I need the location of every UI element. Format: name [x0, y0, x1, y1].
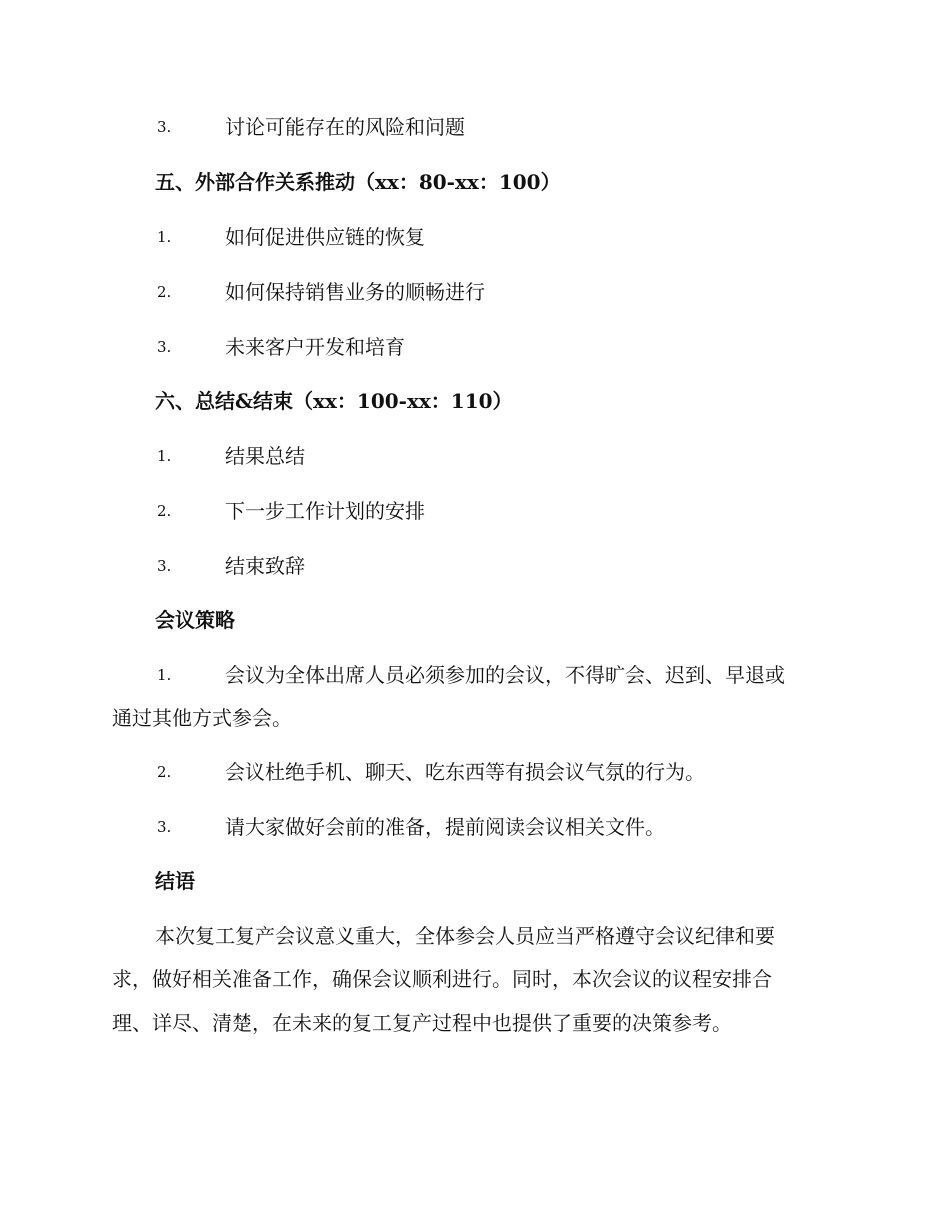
- section-heading-text: 五、外部合作关系推动（xx：80-xx：100）: [155, 170, 561, 194]
- list-number: 3.: [157, 818, 172, 836]
- paragraph-line: [0, 1003, 950, 1043]
- list-number: 2.: [157, 283, 172, 301]
- list-item-text: 未来客户开发和培育: [225, 335, 405, 359]
- list-number: 1.: [157, 447, 172, 465]
- list-item-text: 如何保持销售业务的顺畅进行: [225, 280, 485, 304]
- list-item: [0, 272, 950, 312]
- list-number: 3.: [157, 118, 172, 136]
- list-item-text: 下一步工作计划的安排: [225, 499, 425, 523]
- section-heading: [0, 600, 950, 640]
- list-item-text: 如何促进供应链的恢复: [225, 225, 425, 249]
- list-item-text: 结果总结: [225, 444, 305, 468]
- list-item-text: 会议杜绝手机、聊天、吃东西等有损会议气氛的行为。: [225, 760, 705, 784]
- list-item: [0, 807, 950, 847]
- list-number: 1.: [157, 228, 172, 246]
- list-number: 2.: [157, 763, 172, 781]
- paragraph-text: 求，做好相关准备工作，确保会议顺利进行。同时，本次会议的议程安排合: [112, 967, 772, 991]
- section-heading: [0, 162, 950, 202]
- list-number: 2.: [157, 502, 172, 520]
- paragraph-text: 理、详尽、清楚，在未来的复工复产过程中也提供了重要的决策参考。: [112, 1011, 732, 1035]
- section-heading: [0, 861, 950, 901]
- section-heading-text: 结语: [155, 869, 195, 893]
- list-item: [0, 752, 950, 792]
- paragraph-line: [0, 916, 950, 956]
- list-item: [0, 217, 950, 257]
- list-number: 3.: [157, 338, 172, 356]
- list-item-text: 讨论可能存在的风险和问题: [225, 115, 465, 139]
- list-item-text-continued: 通过其他方式参会。: [112, 706, 292, 730]
- paragraph-line: [0, 959, 950, 999]
- section-heading: [0, 381, 950, 421]
- list-item: [0, 327, 950, 367]
- paragraph-text: 本次复工复产会议意义重大，全体参会人员应当严格遵守会议纪律和要: [155, 924, 775, 948]
- list-item: [0, 546, 950, 586]
- list-item: [0, 655, 950, 695]
- list-number: 3.: [157, 557, 172, 575]
- section-heading-text: 六、总结&结束（xx：100-xx：110）: [155, 389, 513, 413]
- list-item: [0, 436, 950, 476]
- list-item-text: 请大家做好会前的准备，提前阅读会议相关文件。: [225, 815, 665, 839]
- list-item-continuation: [0, 698, 950, 738]
- list-number: 1.: [157, 666, 172, 684]
- section-heading-text: 会议策略: [155, 608, 235, 632]
- list-item: [0, 491, 950, 531]
- list-item: [0, 107, 950, 147]
- list-item-text: 会议为全体出席人员必须参加的会议，不得旷会、迟到、早退或: [225, 663, 785, 687]
- list-item-text: 结束致辞: [225, 554, 305, 578]
